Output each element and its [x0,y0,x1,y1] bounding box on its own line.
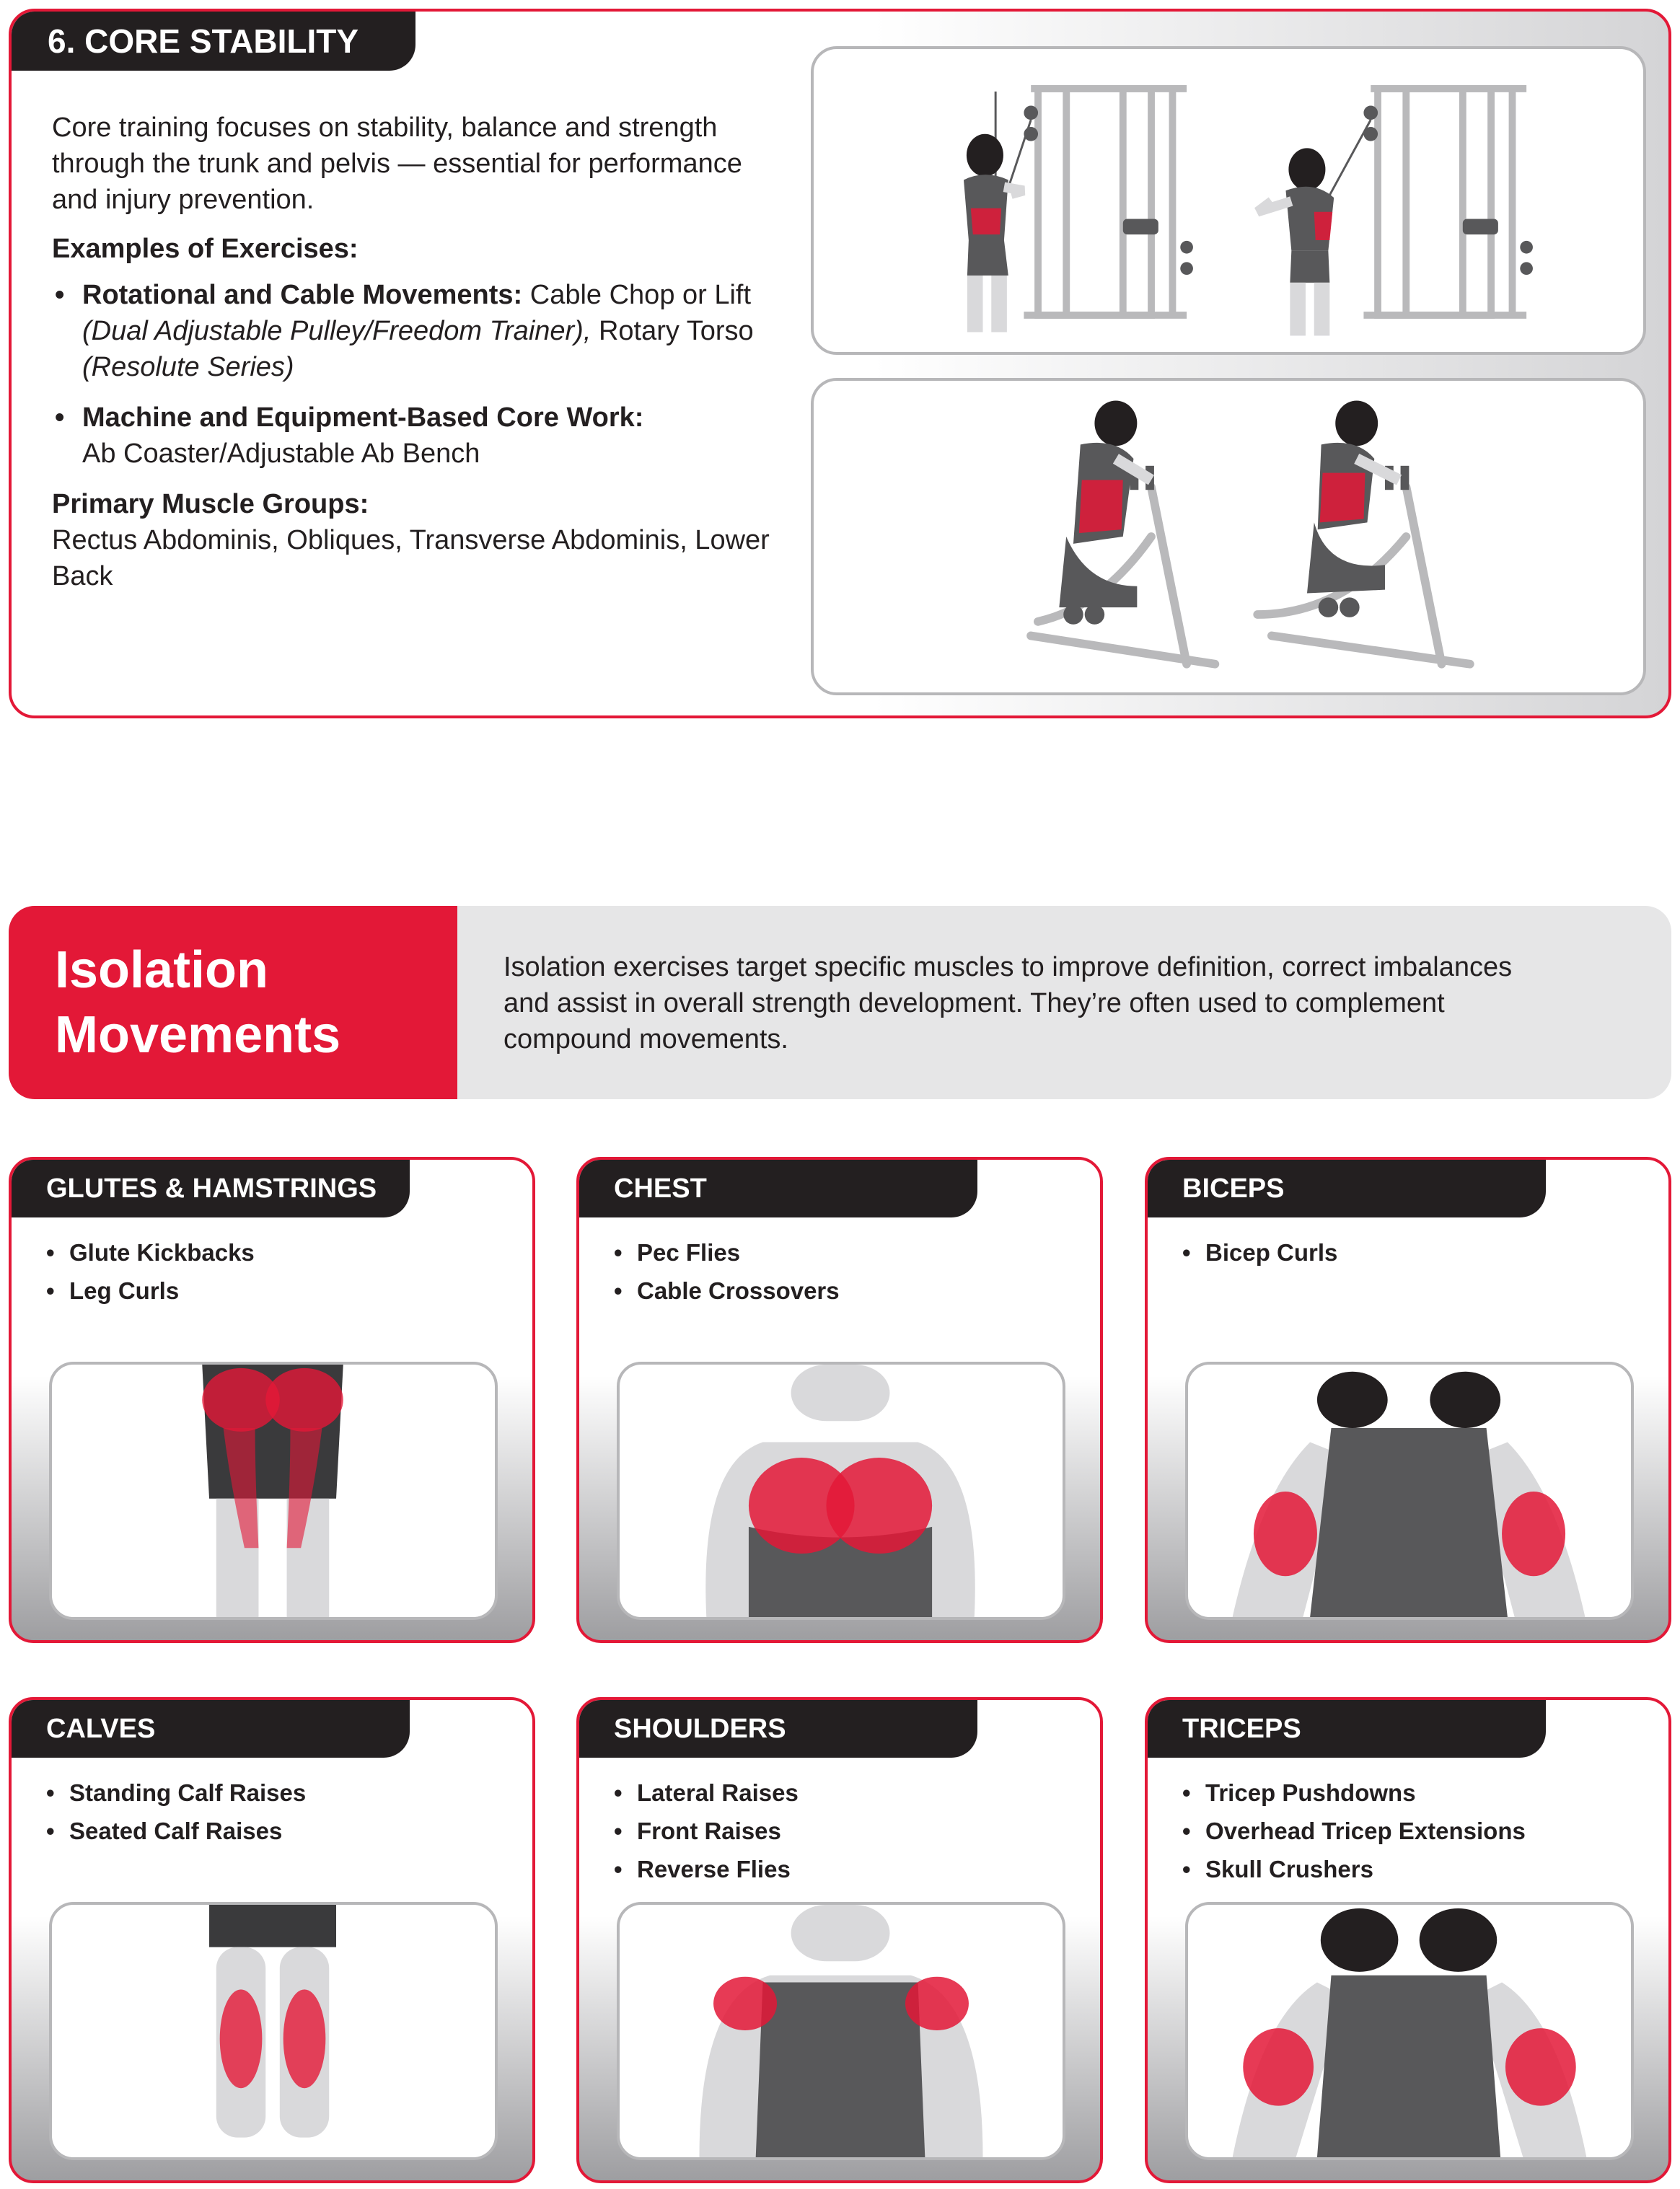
card-title: CHEST [579,1160,977,1217]
card-shoulders [576,1697,1103,2183]
exercise-item: • Reverse Flies [614,1850,799,1888]
card-chest [576,1157,1103,1643]
exercise-list [46,1774,306,1850]
example-title: Rotational and Cable Movements: [82,280,523,310]
card-biceps [1145,1157,1671,1643]
isolation-title-line1: Isolation [55,941,269,999]
isolation-banner [9,906,1671,1099]
calves-illustration [49,1902,498,2160]
glutes-hamstrings-figure [52,1365,495,1617]
chest-illustration [617,1362,1065,1620]
triceps-figure [1188,1905,1631,2157]
exercise-item: • Standing Calf Raises [46,1774,306,1812]
card-glutes-hamstrings [9,1157,535,1643]
example-note: (Dual Adjustable Pulley/Freedom Trainer), [82,316,591,346]
isolation-title [9,906,457,1099]
exercise-list [46,1233,255,1310]
glutes-illustration [49,1362,498,1620]
exercise-item: • Front Raises [614,1812,799,1850]
examples-heading: Examples of Exercises: [52,234,359,264]
chest-figure [620,1365,1063,1617]
core-stability-tab: 6. CORE STABILITY [12,12,415,71]
ab-coaster-figure [814,381,1643,692]
example-item [52,400,780,472]
isolation-description: Isolation exercises target specific muscles to improve definition, correct imbalances and assist in overall strength development. They’re often used to complement compound movements. [503,952,1513,1054]
card-title: CALVES [12,1700,410,1758]
calves-figure [52,1905,495,2157]
exercise-item: • Glute Kickbacks [46,1233,255,1272]
exercise-item: • Cable Crossovers [614,1272,840,1310]
exercise-list [614,1774,799,1888]
exercise-item: • Tricep Pushdowns [1182,1774,1526,1812]
example-text: Cable Chop or Lift [529,280,752,310]
card-calves [9,1697,535,2183]
exercise-list [1182,1233,1337,1272]
core-stability-text [52,110,780,607]
card-triceps [1145,1697,1671,2183]
exercise-item: • Skull Crushers [1182,1850,1526,1888]
muscles-text: Rectus Abdominis, Obliques, Transverse Abdominis, Lower Back [52,525,770,591]
exercise-item: • Seated Calf Raises [46,1812,306,1850]
core-intro: Core training focuses on stability, balance and strength through the trunk and pelvis — essential for performance and injury prevention. [52,113,742,215]
card-title: SHOULDERS [579,1700,977,1758]
example-note: (Resolute Series) [82,352,294,382]
exercise-item: • Lateral Raises [614,1774,799,1812]
example-title: Machine and Equipment-Based Core Work: [82,402,644,433]
shoulders-illustration [617,1902,1065,2160]
exercise-item: • Overhead Tricep Extensions [1182,1812,1526,1850]
biceps-figure [1188,1365,1631,1617]
example-item [52,277,780,385]
example-text: Rotary Torso [598,316,754,346]
core-stability-section [9,9,1671,718]
exercise-item: • Bicep Curls [1182,1233,1337,1272]
card-title: TRICEPS [1148,1700,1546,1758]
exercise-list [614,1233,840,1310]
card-title: GLUTES & HAMSTRINGS [12,1160,410,1217]
card-title: BICEPS [1148,1160,1546,1217]
shoulders-figure [620,1905,1063,2157]
triceps-illustration [1185,1902,1634,2160]
example-text: Ab Coaster/Adjustable Ab Bench [82,439,480,469]
exercise-item: • Pec Flies [614,1233,840,1272]
cable-machine-illustration [811,46,1646,355]
cable-chop-figure [814,49,1643,352]
exercise-list [1182,1774,1526,1888]
muscles-heading: Primary Muscle Groups: [52,489,369,519]
ab-coaster-illustration [811,378,1646,695]
examples-list [52,277,780,472]
exercise-item: • Leg Curls [46,1272,255,1310]
biceps-illustration [1185,1362,1634,1620]
isolation-title-line2: Movements [55,1006,341,1064]
